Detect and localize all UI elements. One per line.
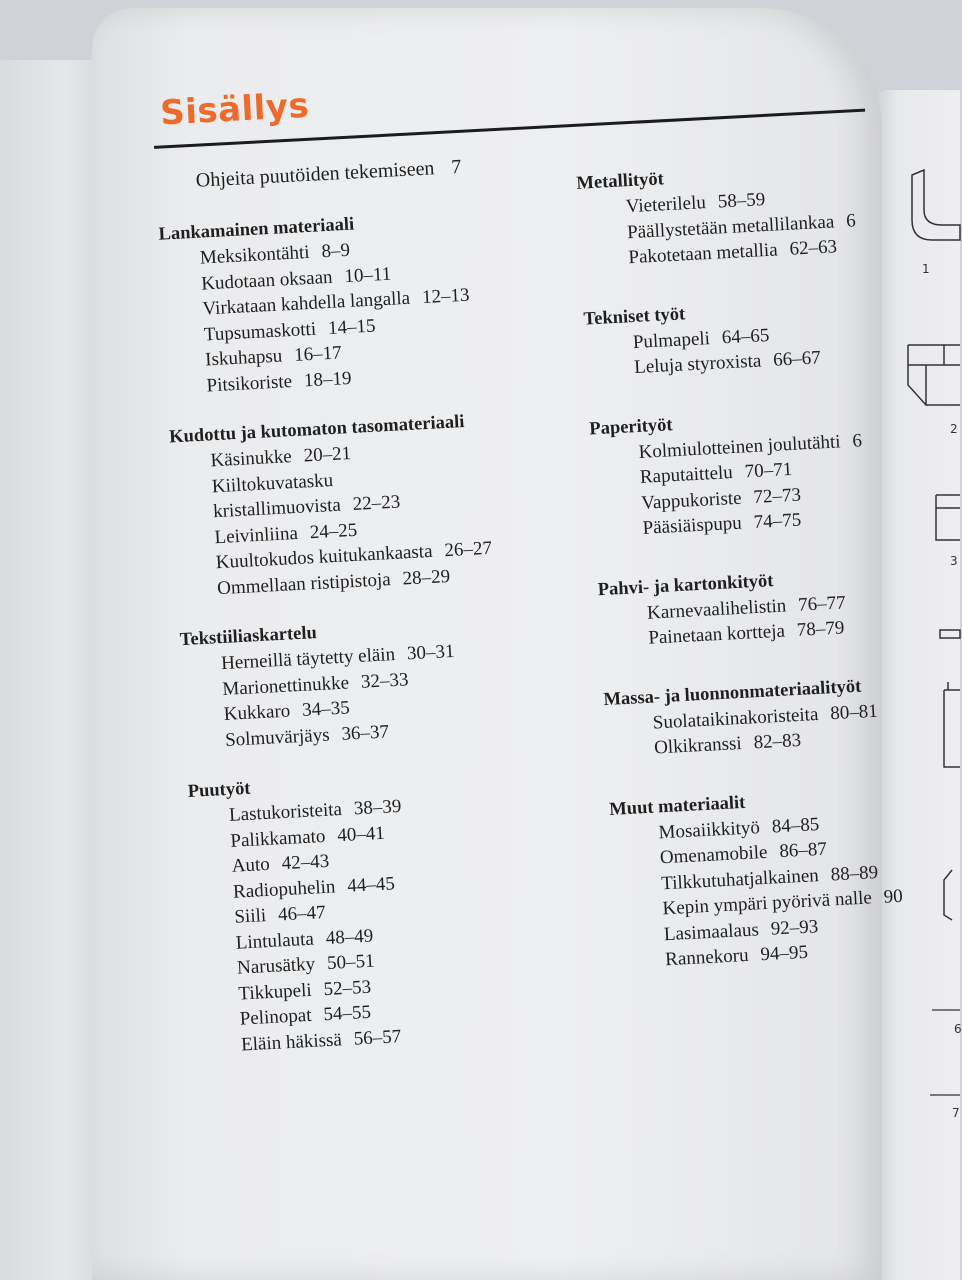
toc-section <box>179 608 615 755</box>
toc-section <box>169 405 608 603</box>
toc-entry-title: Solmuvärjäys <box>224 724 331 751</box>
toc-entry-page: 58–59 <box>717 188 766 213</box>
toc-entry-page: 44–45 <box>346 872 396 897</box>
toc-section-title: Tekniset työt <box>583 303 686 330</box>
toc-intro-text: Ohjeita puutöiden tekemiseen <box>195 157 435 192</box>
toc-entry-page: 42–43 <box>281 850 330 875</box>
toc-entry-title: Lastukoristeita <box>228 798 343 826</box>
toc-entry-title: Lintulauta <box>235 928 315 954</box>
toc-section <box>187 760 631 1060</box>
toc-section-title: Puutyöt <box>187 778 251 802</box>
toc-entry-title: Narusätky <box>236 953 316 979</box>
toc-entry-title: Suolataikinakoristeita <box>652 703 819 734</box>
toc-entry-title: Eläin häkissä <box>240 1028 343 1056</box>
toc-entry-title: Rannekoru <box>664 944 750 971</box>
toc-entry-title: kristallimuovista <box>212 494 342 523</box>
toc-entry-title: Painetaan kortteja <box>647 620 786 649</box>
adjacent-page-left <box>0 60 92 1280</box>
toc-entry-page: 32–33 <box>360 668 409 693</box>
toc-section-title: Metallityöt <box>576 169 665 194</box>
toc-entry-page: 64–65 <box>721 324 770 348</box>
toc-entry-page: 48–49 <box>325 925 374 949</box>
toc-entry-title: Leluja styroxista <box>633 350 762 379</box>
toc-entry-page: 70–71 <box>744 458 793 483</box>
toc-entry-title: Pakotetaan metallia <box>627 239 779 269</box>
toc-entry-title: Kukkaro <box>223 700 291 726</box>
toc-entry-page: 28–29 <box>402 565 451 589</box>
toc-entry-title: Karnevaalihelistin <box>646 594 787 624</box>
toc-entry-title: Kuultokudos kuitukankaasta <box>215 540 434 574</box>
figure-illustration-8 <box>930 1090 960 1100</box>
toc-entry-title: Auto <box>231 853 271 877</box>
toc-section <box>609 784 918 975</box>
figure-illustration-3 <box>934 490 960 550</box>
toc-entry-page: 78–79 <box>796 617 845 641</box>
toc-entry-title: Pulmapeli <box>632 327 711 353</box>
toc-entry-title: Virkataan kahdella langalla <box>202 287 411 320</box>
toc-entry-title: Raputaittelu <box>639 462 734 488</box>
page-title: Sisällys <box>159 85 311 134</box>
toc-entry-page: 38–39 <box>353 795 402 820</box>
toc-entry-page: 92–93 <box>770 915 819 940</box>
toc-entry-page: 72–73 <box>752 484 802 508</box>
toc-entry-page: 20–21 <box>303 443 352 467</box>
toc-entry-page: 62–63 <box>789 236 838 260</box>
toc-entry-title: Ommellaan ristipistoja <box>216 568 392 599</box>
toc-entry-title: Marionettinukke <box>221 671 350 700</box>
figure-illustration-7 <box>932 1005 960 1015</box>
toc-entry-title: Herneillä täytetty eläin <box>220 643 396 675</box>
toc-entry-title: Radiopuhelin <box>232 875 336 903</box>
toc-entry-page: 26–27 <box>443 537 493 562</box>
toc-intro-page: 7 <box>450 155 462 179</box>
toc-entry-title: Olkikranssi <box>653 732 743 759</box>
toc-entry-title: Kepin ympäri pyörivä nalle <box>662 887 873 920</box>
figure-number: 7 <box>952 1106 960 1120</box>
toc-entry-page: 56–57 <box>353 1025 402 1050</box>
toc-entry-page: 54–55 <box>322 1001 372 1026</box>
toc-section-title: Pahvi- ja kartonkityöt <box>597 570 774 600</box>
toc-entry-title: Omenamobile <box>659 841 768 869</box>
toc-section <box>583 293 886 383</box>
toc-section <box>158 202 597 400</box>
toc-entry-title: Leivinliina <box>213 522 299 548</box>
toc-entry-title: Mosaiikkityö <box>658 816 761 843</box>
toc-entry-page: 10–11 <box>343 263 392 287</box>
toc-entry-page: 24–25 <box>309 519 358 543</box>
toc-entry-title: Pelinopat <box>239 1004 313 1030</box>
toc-entry-page: 50–51 <box>326 950 376 974</box>
toc-entry-title: Tupsumaskotti <box>203 318 317 346</box>
toc-column-left <box>155 149 632 1086</box>
toc-entry-page: 16–17 <box>293 342 343 366</box>
figure-number: 2 <box>950 422 958 436</box>
toc-section-title: Massa- ja luonnonmateriaalityöt <box>603 676 862 710</box>
toc-column-right <box>576 158 919 1011</box>
toc-entry-page: 80–81 <box>829 700 879 724</box>
toc-section <box>589 403 895 544</box>
toc-section <box>597 564 900 654</box>
toc-entry-page: 52–53 <box>323 976 372 1000</box>
toc-section-title: Kudottu ja kutomaton tasomateriaali <box>168 412 465 448</box>
toc-entry-page: 6 <box>845 209 857 232</box>
toc-entry-page: 84–85 <box>771 813 820 837</box>
toc-entry-page: 14–15 <box>327 315 377 339</box>
toc-entry-title: Vappukoriste <box>640 487 743 514</box>
toc-section <box>603 674 906 764</box>
figure-number: 3 <box>950 554 958 568</box>
toc-entry-page: 34–35 <box>301 697 351 721</box>
toc-entry-page: 82–83 <box>753 729 802 754</box>
figure-illustration-2 <box>906 335 960 415</box>
toc-entry-title: Päällystetään metallilankaa <box>626 210 835 243</box>
toc-entry-page: 88–89 <box>830 861 879 885</box>
figure-number: 6 <box>954 1022 962 1036</box>
toc-entry-page: 74–75 <box>753 509 802 534</box>
toc-section-title: Lankamainen materiaali <box>158 214 355 245</box>
figure-number: 1 <box>922 262 930 276</box>
toc-entry-title: Palikkamato <box>229 825 326 852</box>
toc-entry-page: 8–9 <box>320 239 351 263</box>
toc-entry-page: 46–47 <box>277 901 327 926</box>
toc-entry-title: Pääsiäispupu <box>642 512 743 539</box>
toc-entry-page: 76–77 <box>797 591 847 616</box>
toc-entry-title: Iskuhapsu <box>204 345 283 371</box>
table-of-contents <box>150 32 934 1129</box>
toc-entry-title: Tilkkutuhatjalkainen <box>660 864 820 894</box>
figure-illustration-6 <box>942 870 960 930</box>
figure-illustration-4 <box>938 626 960 646</box>
figure-illustration-1 <box>902 170 960 250</box>
toc-entry-page: 90 <box>883 885 904 908</box>
toc-entry-page: 66–67 <box>772 347 822 371</box>
toc-section <box>576 158 881 273</box>
figure-illustration-5 <box>942 682 960 772</box>
toc-entry-title: Pitsikoriste <box>206 370 293 396</box>
toc-entry-page: 18–19 <box>303 367 352 391</box>
toc-section-title: Tekstiiliaskartelu <box>179 623 318 651</box>
toc-entry-title: Meksikontähti <box>199 241 311 269</box>
toc-entry-title: Tikkupeli <box>237 979 313 1005</box>
toc-entry-page: 94–95 <box>759 941 809 966</box>
toc-entry-title: Kiiltokuvatasku <box>211 469 334 497</box>
toc-entry-title: Kolmiulotteinen joulutähti <box>638 430 842 463</box>
toc-entry-page: 6 <box>851 429 863 452</box>
toc-entry-page: 22–23 <box>352 491 401 515</box>
toc-section-title: Paperityöt <box>588 414 674 439</box>
toc-entry-page: 36–37 <box>340 720 390 745</box>
toc-entry-title: Vieterilelu <box>625 192 707 218</box>
toc-entry-title: Siili <box>233 905 267 928</box>
toc-entry-page: 40–41 <box>336 822 386 846</box>
toc-entry-title: Käsinukke <box>209 446 293 472</box>
toc-entry-page: 86–87 <box>778 838 828 863</box>
toc-intro <box>195 149 586 192</box>
toc-section-title: Muut materiaalit <box>608 792 746 820</box>
toc-entry-page: 30–31 <box>406 640 455 665</box>
toc-entry-title: Kudotaan oksaan <box>200 266 334 295</box>
toc-entry-title: Lasimaalaus <box>663 918 760 945</box>
toc-entry-page: 12–13 <box>421 284 471 309</box>
